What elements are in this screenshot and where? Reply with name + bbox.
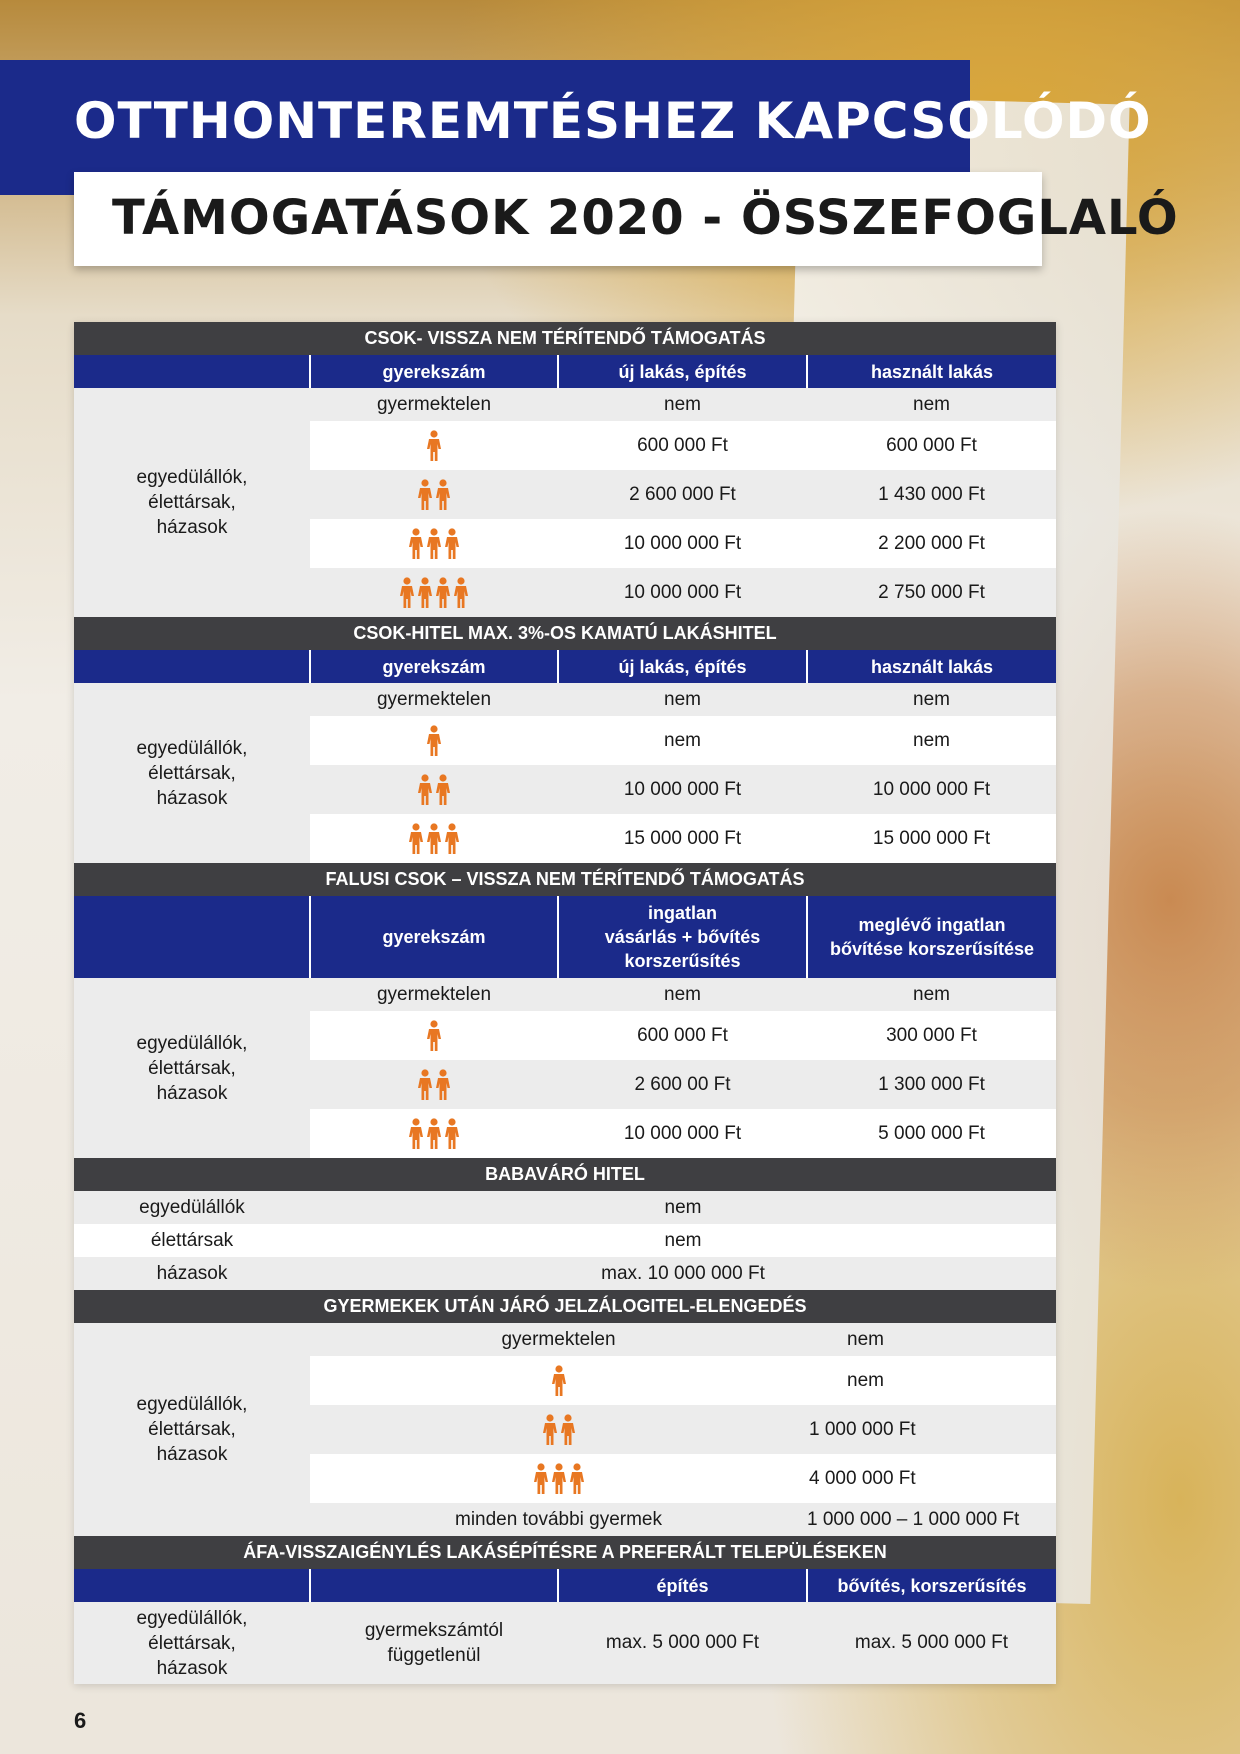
person-orange-icon [417,774,433,806]
person-orange-icon [551,1463,567,1495]
column-header-purchase-extension: ingatlan vásárlás + bővítés korszerűsítés [558,896,807,978]
person-orange-icon [426,823,442,855]
person-orange-icon [426,1020,442,1052]
section-header-csok-hitel [74,617,1056,650]
person-orange-icon [542,1414,558,1446]
further-children-label: minden további gyermek [310,1503,807,1536]
value-cell: nem [807,716,1056,765]
value-cell: 10 000 000 Ft [558,1109,807,1158]
column-header-children: gyerekszám [310,896,558,978]
page-title-line1: OTTHONTEREMTÉSHEZ KAPCSOLÓDÓ [74,92,1152,150]
value-cell: 1 300 000 Ft [807,1060,1056,1109]
children-icons [551,1365,567,1397]
page-number: 6 [74,1708,87,1733]
person-orange-icon [417,1069,433,1101]
row-group-label: egyedülállók, élettársak, házasok [74,978,310,1158]
page-title-line2: TÁMOGATÁSOK 2020 - ÖSSZEFOGLALÓ [112,190,1179,246]
column-header-children: gyerekszám [310,355,558,388]
title-box [74,172,1179,266]
table-row [74,1191,1056,1224]
children-icons [533,1463,585,1495]
person-orange-icon [551,1365,567,1397]
children-icons [542,1414,576,1446]
section-title: GYERMEKEK UTÁN JÁRÓ JELZÁLOGITEL-ELENGEDÉS [74,1290,1056,1323]
column-header-row [74,1569,1056,1602]
value-cell: nem [807,1323,1056,1356]
section-header-jelzalog [74,1290,1056,1323]
section-header-afa [74,1536,1056,1569]
value-cell: 1 000 000 – 1 000 000 Ft [807,1503,1056,1536]
section-title: FALUSI CSOK – VISSZA NEM TÉRÍTENDŐ TÁMOGATÁS [74,863,1056,896]
value-cell: 600 000 Ft [558,1011,807,1060]
person-orange-icon [399,577,415,609]
children-cell [310,421,558,470]
children-cell [310,1109,558,1158]
value-cell: 10 000 000 Ft [558,568,807,617]
children-cell [310,1011,558,1060]
person-orange-icon [417,479,433,511]
value-cell: 10 000 000 Ft [558,765,807,814]
column-header-used-home: használt lakás [807,650,1056,683]
person-orange-icon [533,1463,549,1495]
value-cell: 300 000 Ft [807,1011,1056,1060]
value-cell: 2 200 000 Ft [807,519,1056,568]
section-header-csok [74,322,1056,355]
row-group-label: egyedülállók, élettársak, házasok [74,388,310,617]
column-header-build: építés [558,1569,807,1602]
table-row [74,1257,1056,1290]
table-row [74,978,1056,1011]
children-cell [310,470,558,519]
column-header-used-home: használt lakás [807,355,1056,388]
section-header-babavaro [74,1158,1056,1191]
value-cell: 5 000 000 Ft [807,1109,1056,1158]
person-orange-icon [444,823,460,855]
section-title: CSOK-HITEL MAX. 3%-OS KAMATÚ LAKÁSHITEL [74,617,1056,650]
column-header-row [74,896,1056,978]
value-cell: max. 5 000 000 Ft [558,1602,807,1684]
children-cell [310,1405,807,1454]
row-group-label: egyedülállók, élettársak, házasok [74,683,310,863]
person-orange-icon [444,1118,460,1150]
children-icons [417,479,451,511]
section-title: ÁFA-VISSZAIGÉNYLÉS LAKÁSÉPÍTÉSRE A PREFERÁLT TELEPÜLÉSEKEN [74,1536,1056,1569]
person-orange-icon [426,528,442,560]
row-group-label: egyedülállók, élettársak, házasok [74,1602,310,1684]
column-header-children: gyerekszám [310,650,558,683]
value-cell: nem [807,1356,1056,1405]
children-cell: gyermektelen [310,1323,807,1356]
column-header-empty [74,1569,310,1602]
children-icons [417,1069,451,1101]
column-header-existing-extension: meglévő ingatlan bővítése korszerűsítése [807,896,1056,978]
column-header-empty [74,896,310,978]
value-cell: 15 000 000 Ft [807,814,1056,863]
table-row [74,1602,1056,1684]
children-cell [310,519,558,568]
value-cell: nem [807,388,1056,421]
value-cell: nem [558,683,807,716]
children-cell [310,1060,558,1109]
value-cell: 10 000 000 Ft [558,519,807,568]
person-orange-icon [417,577,433,609]
person-orange-icon [444,528,460,560]
person-orange-icon [408,1118,424,1150]
children-icons [399,577,469,609]
section-title: BABAVÁRÓ HITEL [74,1158,1056,1191]
table-row [74,683,1056,716]
children-icons [408,1118,460,1150]
value-cell: 4 000 000 Ft [807,1454,1056,1503]
value-cell: nem [807,978,1056,1011]
person-orange-icon [435,1069,451,1101]
children-cell [310,765,558,814]
column-header-new-home: új lakás, építés [558,355,807,388]
children-icons [426,430,442,462]
value-cell: nem [558,388,807,421]
children-cell: gyermekszámtól függetlenül [310,1602,558,1684]
children-cell [310,716,558,765]
value-cell: nem [310,1224,1056,1257]
children-icons [426,725,442,757]
children-cell: gyermektelen [310,978,558,1011]
table-row [74,1224,1056,1257]
value-cell: nem [558,978,807,1011]
row-group-label: egyedülállók, élettársak, házasok [74,1323,310,1536]
column-header-row [74,355,1056,388]
row-label: élettársak [74,1224,310,1257]
column-header-extend: bővítés, korszerűsítés [807,1569,1056,1602]
value-cell: 600 000 Ft [558,421,807,470]
person-orange-icon [569,1463,585,1495]
children-cell: gyermektelen [310,388,558,421]
column-header-empty [74,355,310,388]
person-orange-icon [408,528,424,560]
row-label: házasok [74,1257,310,1290]
table-row [74,388,1056,421]
value-cell: 1 430 000 Ft [807,470,1056,519]
children-cell [310,1356,807,1405]
row-label: egyedülállók [74,1191,310,1224]
column-header-row [74,650,1056,683]
person-orange-icon [426,430,442,462]
children-cell [310,568,558,617]
children-cell: gyermektelen [310,683,558,716]
person-orange-icon [453,577,469,609]
value-cell: max. 5 000 000 Ft [807,1602,1056,1684]
children-icons [408,823,460,855]
summary-table [74,322,1056,1684]
value-cell: 1 000 000 Ft [807,1405,1056,1454]
value-cell: 600 000 Ft [807,421,1056,470]
value-cell: 15 000 000 Ft [558,814,807,863]
value-cell: 2 750 000 Ft [807,568,1056,617]
person-orange-icon [435,577,451,609]
table-row [74,1323,1056,1356]
value-cell: nem [310,1191,1056,1224]
person-orange-icon [560,1414,576,1446]
children-icons [426,1020,442,1052]
person-orange-icon [426,1118,442,1150]
person-orange-icon [408,823,424,855]
value-cell: nem [807,683,1056,716]
value-cell: max. 10 000 000 Ft [310,1257,1056,1290]
value-cell: 10 000 000 Ft [807,765,1056,814]
value-cell: 2 600 00 Ft [558,1060,807,1109]
value-cell: nem [558,716,807,765]
value-cell: 2 600 000 Ft [558,470,807,519]
person-orange-icon [435,479,451,511]
column-header-empty [310,1569,558,1602]
column-header-empty [74,650,310,683]
column-header-new-home: új lakás, építés [558,650,807,683]
children-cell [310,814,558,863]
section-header-falusi-csok [74,863,1056,896]
person-orange-icon [426,725,442,757]
children-cell [310,1454,807,1503]
children-icons [408,528,460,560]
children-icons [417,774,451,806]
section-title: CSOK- VISSZA NEM TÉRÍTENDŐ TÁMOGATÁS [74,322,1056,355]
person-orange-icon [435,774,451,806]
